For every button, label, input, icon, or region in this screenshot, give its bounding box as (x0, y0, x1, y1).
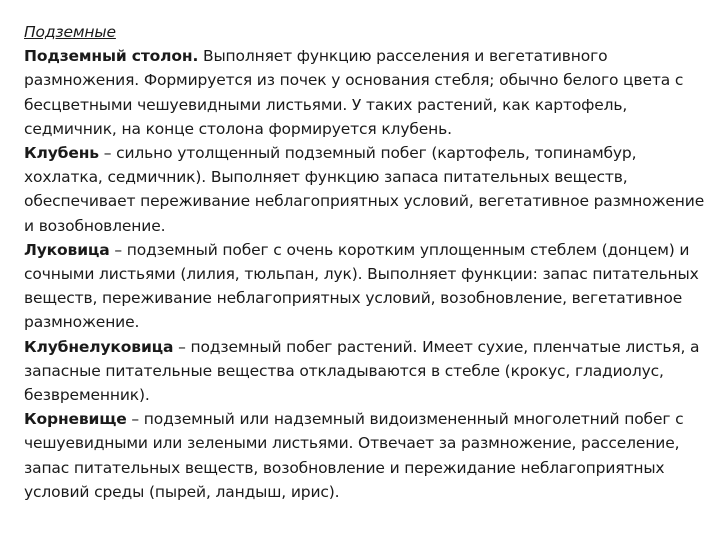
entry-text: – сильно утолщенный подземный побег (картофель, топинамбур, хохлатка, седмичник). Выполняет функцию запаса питательных веществ, обеспечивает переживание неблагоприятных условий, вегетативное размножение и возобновление. (24, 144, 705, 235)
entry-term: Подземный столон. (24, 47, 199, 66)
entry-rhizome (24, 407, 714, 504)
entry-tuber (24, 141, 714, 238)
entry-corm (24, 335, 714, 408)
section-heading: Подземные (24, 23, 116, 41)
entry-text: – подземный побег с очень коротким уплощенным стеблем (донцем) и сочными листьями (лилия, тюльпан, лук). Выполняет функции: запас питательных веществ, переживание неблагоприятных условий, возобновление, вегетативное размножение. (24, 240, 699, 332)
entry-bulb (24, 238, 714, 335)
entry-stolon (24, 44, 714, 141)
document-body (24, 20, 714, 504)
entry-term: Клубнелуковица (24, 337, 174, 356)
entry-term: Клубень (24, 144, 99, 163)
entry-term: Корневище (24, 410, 127, 429)
entry-text: – подземный побег растений. Имеет сухие, пленчатые листья, а запасные питательные вещества откладываются в стебле (крокус, гладиолус, безвременник). (24, 337, 700, 405)
entry-term: Луковица (24, 240, 110, 259)
entry-text: Выполняет функцию расселения и вегетативного размножения. Формируется из почек у основания стебля; обычно белого цвета с бесцветными чешуевидными листьями. У таких растений, как картофель, седмичник, на конце столона формируется клубень. (24, 47, 684, 138)
entry-text: – подземный или надземный видоизмененный многолетний побег с чешуевидными или зелеными листьями. Отвечает за размножение, расселение, запас питательных веществ, возобновление и пережидание неблагоприятных условий среды (пырей, ландыш, ирис). (24, 410, 684, 501)
